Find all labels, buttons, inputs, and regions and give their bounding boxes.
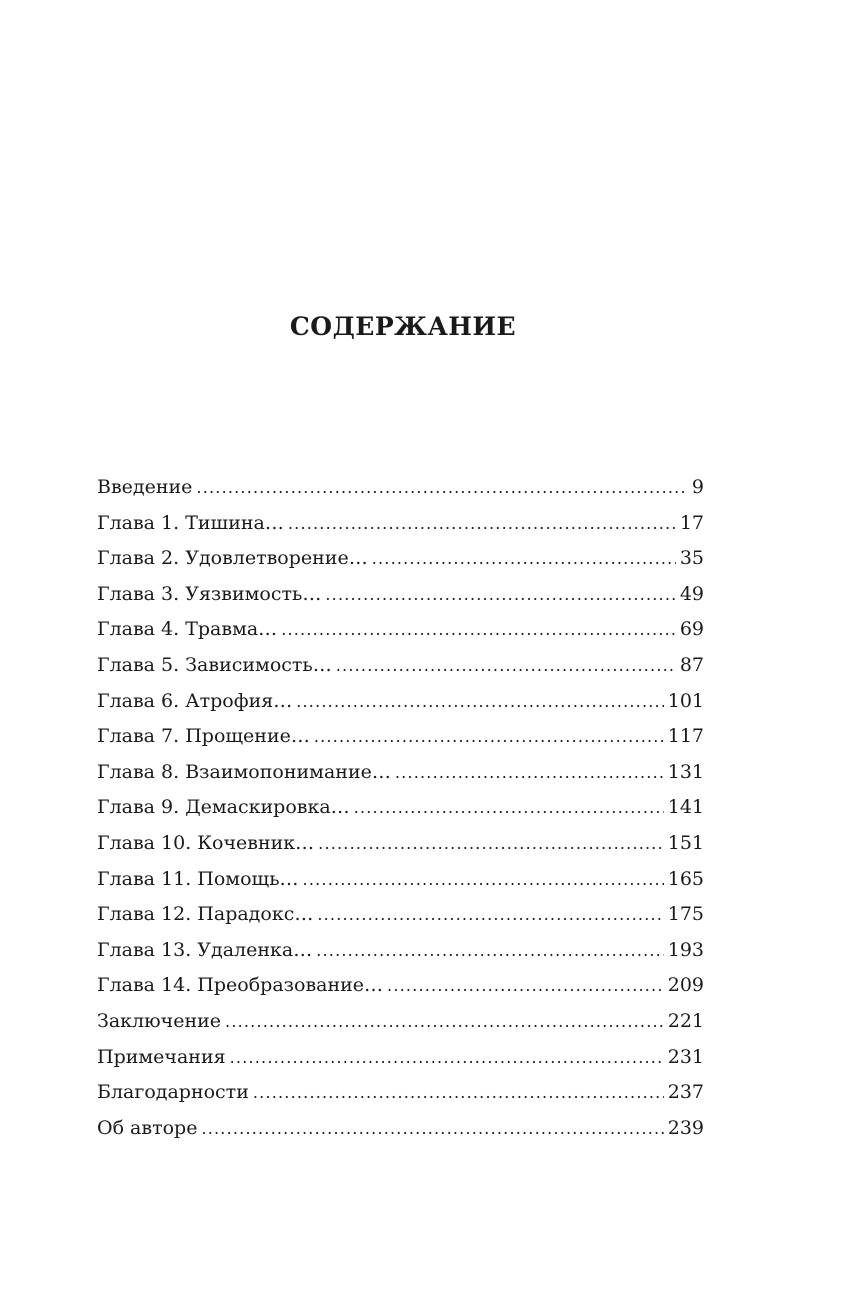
toc-entry-label: Глава 9. Демаскировка… — [97, 796, 350, 819]
toc-entry-label: Об авторе — [97, 1116, 198, 1139]
toc-entry-label: Глава 10. Кочевник… — [97, 831, 315, 854]
dot-leader — [230, 1040, 664, 1076]
toc-entry-label: Примечания — [97, 1045, 226, 1068]
toc-entry — [97, 933, 704, 969]
toc-entry-label: Глава 11. Помощь… — [97, 867, 299, 890]
dot-leader — [317, 897, 663, 933]
toc-entry — [97, 719, 704, 755]
toc-entry-label: Глава 1. Тишина… — [97, 511, 284, 534]
toc-entry-page: 237 — [667, 1081, 704, 1104]
dot-leader — [318, 826, 664, 862]
toc-entry-page: 141 — [667, 796, 704, 819]
toc-entry-page: 35 — [679, 547, 704, 570]
toc-entry — [97, 684, 704, 720]
toc-entry-page: 165 — [667, 867, 704, 890]
dot-leader — [225, 1004, 664, 1040]
dot-leader — [387, 968, 664, 1004]
toc-entry-label: Глава 8. Взаимопонимание… — [97, 760, 391, 783]
toc-entry-label: Глава 3. Уязвимость… — [97, 582, 322, 605]
toc-entry-label: Глава 12. Парадокс… — [97, 903, 314, 926]
dot-leader — [281, 612, 676, 648]
dot-leader — [314, 719, 664, 755]
toc-entry-label: Глава 7. Прощение… — [97, 725, 310, 748]
dot-leader — [303, 862, 664, 898]
toc-entry-page: 231 — [667, 1045, 704, 1068]
toc-entry-label: Глава 5. Зависимость… — [97, 653, 332, 676]
toc-entry — [97, 1075, 704, 1111]
toc-entry-page: 101 — [667, 689, 704, 712]
toc-entry-label: Глава 4. Травма… — [97, 618, 278, 641]
dot-leader — [253, 1075, 664, 1111]
table-of-contents — [97, 470, 704, 1146]
toc-entry-label: Благодарности — [97, 1081, 249, 1104]
toc-entry-page: 239 — [667, 1116, 704, 1139]
toc-entry — [97, 1040, 704, 1076]
toc-entry-page: 69 — [679, 618, 704, 641]
toc-entry-label: Глава 2. Удовлетворение… — [97, 547, 368, 570]
dot-leader — [201, 1111, 663, 1147]
toc-entry-page: 117 — [667, 725, 704, 748]
toc-entry-label: Заключение — [97, 1009, 222, 1032]
dot-leader — [336, 648, 676, 684]
page-title: СОДЕРЖАНИЕ — [289, 312, 517, 341]
dot-leader — [288, 506, 676, 542]
toc-entry — [97, 577, 704, 613]
toc-entry-page: 193 — [667, 938, 704, 961]
toc-entry-label: Глава 6. Атрофия… — [97, 689, 293, 712]
toc-entry — [97, 1111, 704, 1147]
toc-entry — [97, 790, 704, 826]
dot-leader — [325, 577, 675, 613]
toc-entry — [97, 506, 704, 542]
toc-entry — [97, 862, 704, 898]
toc-entry — [97, 755, 704, 791]
dot-leader — [372, 541, 676, 577]
toc-entry-page: 221 — [667, 1009, 704, 1032]
toc-entry-label: Глава 14. Преобразование… — [97, 974, 384, 997]
toc-entry-page: 151 — [667, 831, 704, 854]
toc-entry — [97, 968, 704, 1004]
toc-entry — [97, 1004, 704, 1040]
dot-leader — [354, 790, 664, 826]
toc-entry-page: 49 — [679, 582, 704, 605]
toc-entry-page: 9 — [691, 476, 704, 498]
toc-entry — [97, 612, 704, 648]
dot-leader — [296, 684, 664, 720]
toc-entry-label: Введение — [97, 476, 193, 498]
toc-entry — [97, 470, 704, 506]
toc-entry-label: Глава 13. Удаленка… — [97, 938, 313, 961]
toc-entry-page: 209 — [667, 974, 704, 997]
toc-entry-page: 131 — [667, 760, 704, 783]
toc-entry — [97, 826, 704, 862]
toc-entry-page: 175 — [667, 903, 704, 926]
toc-entry — [97, 897, 704, 933]
toc-entry — [97, 648, 704, 684]
dot-leader — [316, 933, 664, 969]
dot-leader — [395, 755, 664, 791]
toc-entry-page: 87 — [679, 653, 704, 676]
toc-entry — [97, 541, 704, 577]
toc-entry-page: 17 — [679, 511, 704, 534]
dot-leader — [196, 470, 687, 506]
